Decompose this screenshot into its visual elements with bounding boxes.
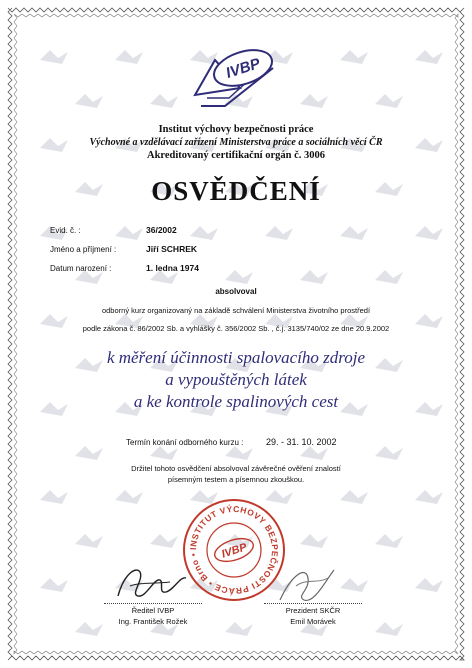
left-signature — [110, 556, 195, 606]
course-description-line2: podle zákona č. 86/2002 Sb. a vyhlášky č. 356/2002 Sb. , č.j. 3135/740/02 ze dne 20.9.2002 — [82, 324, 390, 333]
left-signatory-name: Ing. František Rožek — [118, 617, 188, 626]
institute-name: Institut výchovy bezpečnosti práce — [158, 124, 314, 135]
official-stamp — [181, 497, 287, 603]
accreditation-line: Akreditovaný certifikační orgán č. 3006 — [147, 150, 325, 161]
ivbp-logo — [185, 40, 285, 114]
name-value: Jiří SCHREK — [146, 244, 198, 254]
evid-label: Evid. č. : — [50, 226, 81, 235]
course-title-line3: a ke kontrole spalinových cest — [133, 392, 339, 411]
stamp-center-text: IVBP — [220, 541, 249, 561]
right-signatory-title: Prezident SKČR — [285, 606, 341, 615]
right-signature — [274, 560, 344, 608]
course-title-line2: a vypouštěných látek — [165, 370, 307, 389]
left-signature-line — [104, 603, 202, 604]
logo-text: IVBP — [223, 54, 263, 82]
closing-line2: písemným testem a písemnou zkouškou. — [167, 475, 305, 484]
name-label: Jméno a příjmení : — [50, 245, 117, 254]
evid-value: 36/2002 — [146, 225, 177, 235]
course-description-line1: odborný kurz organizovaný na základě schválení Ministerstva životního prostředí — [101, 306, 371, 315]
closing-line1: Držitel tohoto osvědčení absolvoval závěrečné ověření znalostí — [131, 464, 341, 473]
term-value: 29. - 31. 10. 2002 — [266, 437, 337, 447]
right-signatory-name: Emil Morávek — [290, 617, 336, 626]
left-signatory-title: Ředitel IVBP — [131, 606, 175, 615]
course-title-line1: k měření účinnosti spalovacího zdroje — [106, 348, 366, 367]
institute-subtitle: Výchovné a vzdělávací zařízení Ministerstva práce a sociálních věcí ČR — [89, 137, 383, 148]
term-label: Termín konání odborného kurzu : — [126, 438, 244, 447]
certificate-title: OSVĚDČENÍ — [151, 176, 321, 206]
completed-text: absolvoval — [215, 287, 257, 296]
stamp-ring-text: INSTITUT VÝCHOVY BEZPEČNOSTI PRÁCE • Brno • — [187, 503, 281, 597]
right-signature-line — [264, 603, 362, 604]
dob-value: 1. ledna 1974 — [146, 263, 199, 273]
dob-label: Datum narození : — [50, 264, 112, 273]
